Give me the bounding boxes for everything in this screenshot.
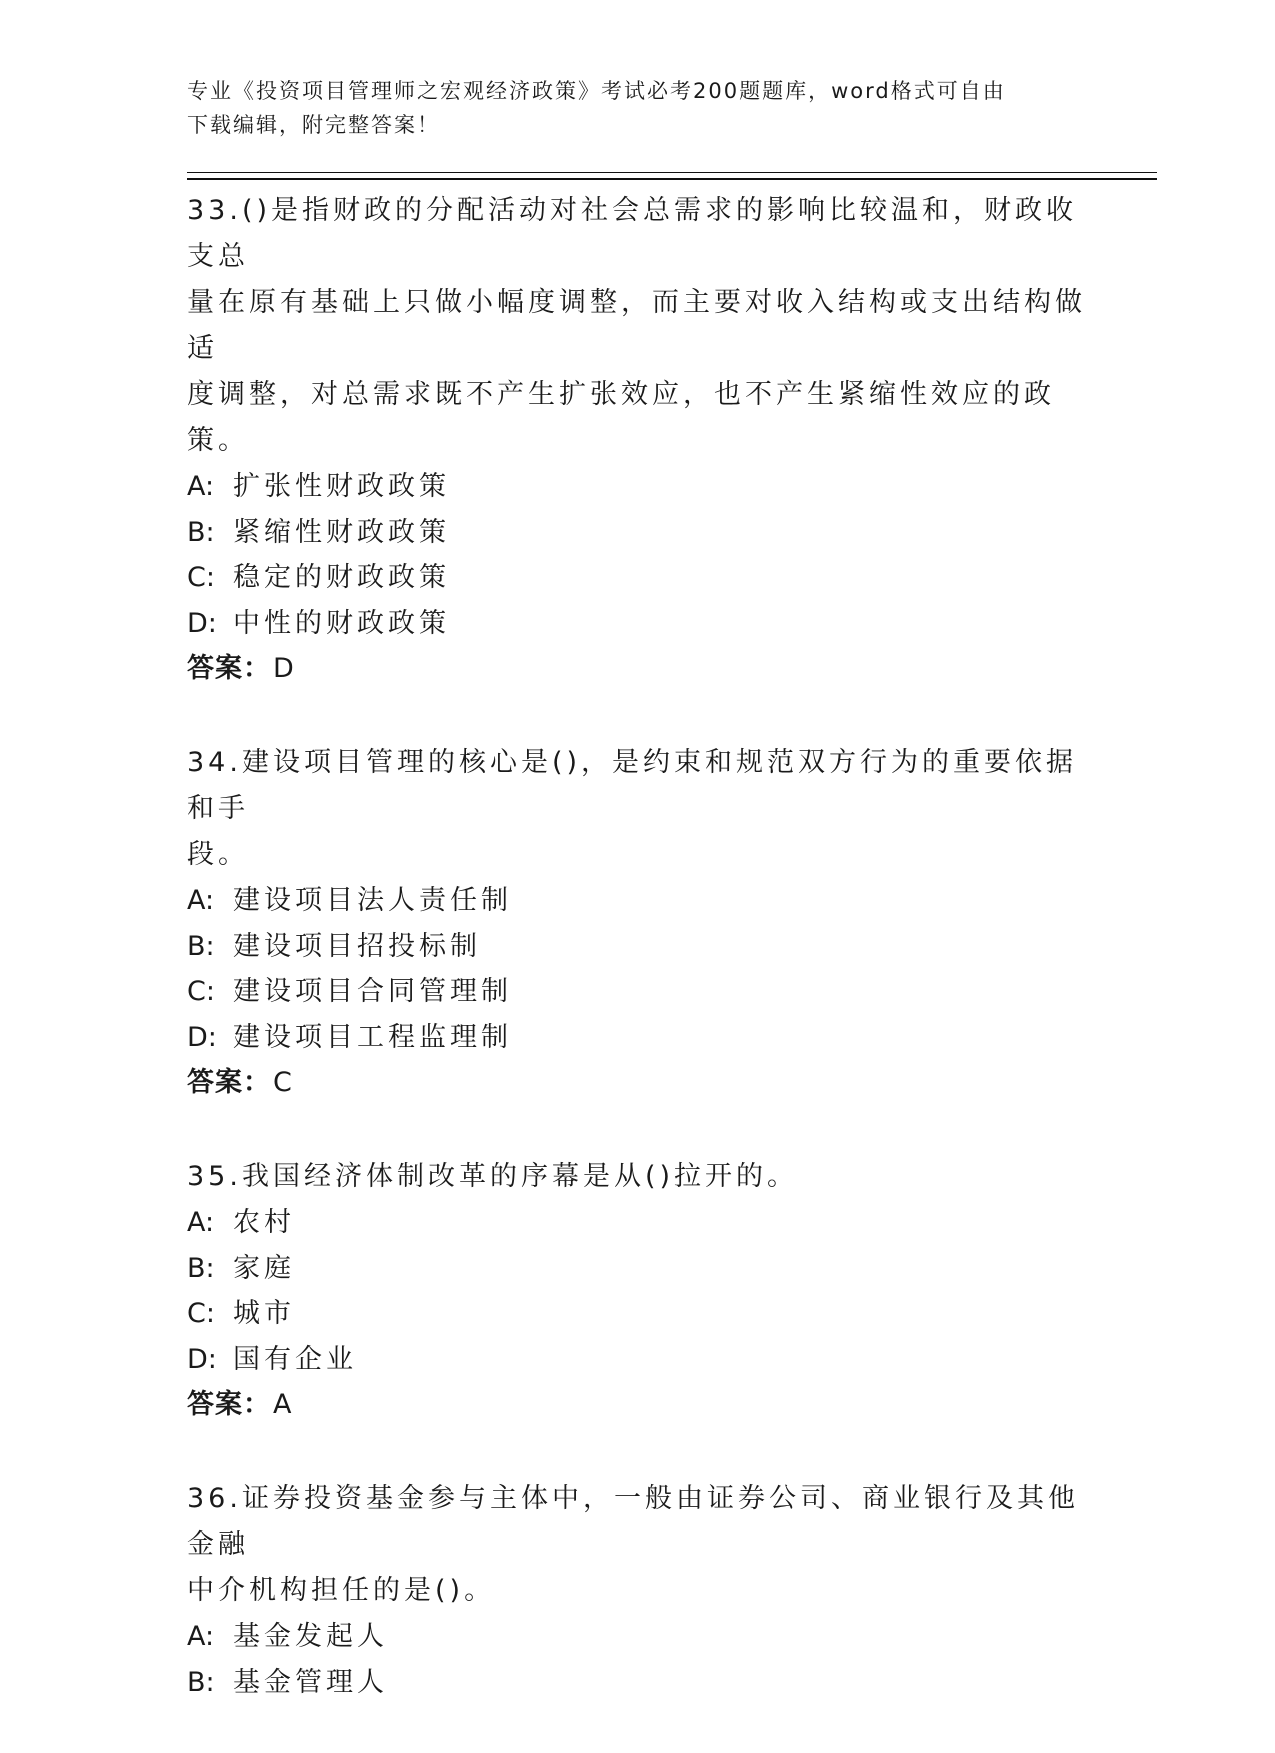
question-line: 34.建设项目管理的核心是()，是约束和规范双方行为的重要依据和手	[187, 747, 1078, 824]
question-line: 量在原有基础上只做小幅度调整，而主要对收入结构或支出结构做适	[187, 287, 1086, 364]
header-divider-thick	[187, 178, 1157, 180]
option-text: 国有企业	[233, 1343, 357, 1375]
option-key: A:	[187, 471, 215, 502]
option-text: 家庭	[233, 1252, 295, 1284]
option-text: 建设项目招投标制	[233, 930, 481, 962]
option-a	[187, 1200, 1087, 1246]
question-34	[187, 740, 1087, 1106]
answer	[187, 1060, 1087, 1106]
answer-value: C	[273, 1067, 292, 1098]
option-text: 扩张性财政政策	[233, 471, 450, 502]
answer	[187, 646, 1087, 692]
answer-value: A	[273, 1389, 292, 1420]
question-text	[187, 1154, 1087, 1200]
question-36	[187, 1476, 1087, 1705]
option-text: 基金管理人	[233, 1666, 388, 1698]
option-key: B:	[187, 1666, 215, 1698]
question-list	[187, 188, 1087, 1753]
option-key: C:	[187, 1298, 215, 1329]
option-b	[187, 924, 1087, 970]
option-key: D:	[187, 1021, 217, 1053]
option-text: 建设项目法人责任制	[233, 885, 512, 916]
header-divider-thin	[187, 172, 1157, 173]
question-text	[187, 188, 1087, 464]
answer-label: 答案：	[187, 1067, 271, 1098]
option-text: 基金发起人	[233, 1621, 388, 1652]
question-33	[187, 188, 1087, 692]
option-a	[187, 1614, 1087, 1660]
header-line-2: 下载编辑，附完整答案！	[187, 113, 440, 137]
option-d	[187, 1337, 1087, 1383]
option-b	[187, 1660, 1087, 1706]
option-a	[187, 464, 1087, 510]
question-line: 35.我国经济体制改革的序幕是从()拉开的。	[187, 1161, 799, 1192]
option-key: D:	[187, 1343, 217, 1375]
document-header	[187, 74, 1067, 142]
question-line: 段。	[187, 839, 249, 870]
answer-label: 答案：	[187, 653, 271, 684]
option-text: 中性的财政政策	[233, 607, 450, 639]
question-line: 度调整，对总需求既不产生扩张效应，也不产生紧缩性效应的政策。	[187, 379, 1055, 456]
option-c	[187, 1291, 1087, 1337]
question-line: 33.()是指财政的分配活动对社会总需求的影响比较温和，财政收支总	[187, 195, 1078, 272]
option-b	[187, 510, 1087, 556]
option-key: C:	[187, 976, 215, 1007]
option-b	[187, 1246, 1087, 1292]
option-text: 稳定的财政政策	[233, 562, 450, 593]
option-text: 建设项目工程监理制	[233, 1021, 512, 1053]
question-35	[187, 1154, 1087, 1428]
answer	[187, 1382, 1087, 1428]
option-c	[187, 555, 1087, 601]
answer-label: 答案：	[187, 1389, 271, 1420]
option-key: A:	[187, 1207, 215, 1238]
answer-value: D	[273, 653, 294, 684]
question-line: 中介机构担任的是()。	[187, 1575, 496, 1606]
option-d	[187, 601, 1087, 647]
question-line: 36.证券投资基金参与主体中，一般由证券公司、商业银行及其他金融	[187, 1483, 1079, 1560]
option-key: A:	[187, 885, 215, 916]
option-key: B:	[187, 930, 215, 962]
option-a	[187, 878, 1087, 924]
option-text: 建设项目合同管理制	[233, 976, 512, 1007]
question-text	[187, 740, 1087, 878]
option-key: B:	[187, 1252, 215, 1284]
option-text: 城市	[233, 1298, 295, 1329]
option-key: B:	[187, 516, 215, 548]
option-d	[187, 1015, 1087, 1061]
question-text	[187, 1476, 1087, 1614]
option-key: D:	[187, 607, 217, 639]
option-key: A:	[187, 1621, 215, 1652]
option-c	[187, 969, 1087, 1015]
header-line-1: 专业《投资项目管理师之宏观经济政策》考试必考200题题库，word格式可自由	[187, 79, 1006, 103]
option-text: 农村	[233, 1207, 295, 1238]
option-text: 紧缩性财政政策	[233, 516, 450, 548]
option-key: C:	[187, 562, 215, 593]
